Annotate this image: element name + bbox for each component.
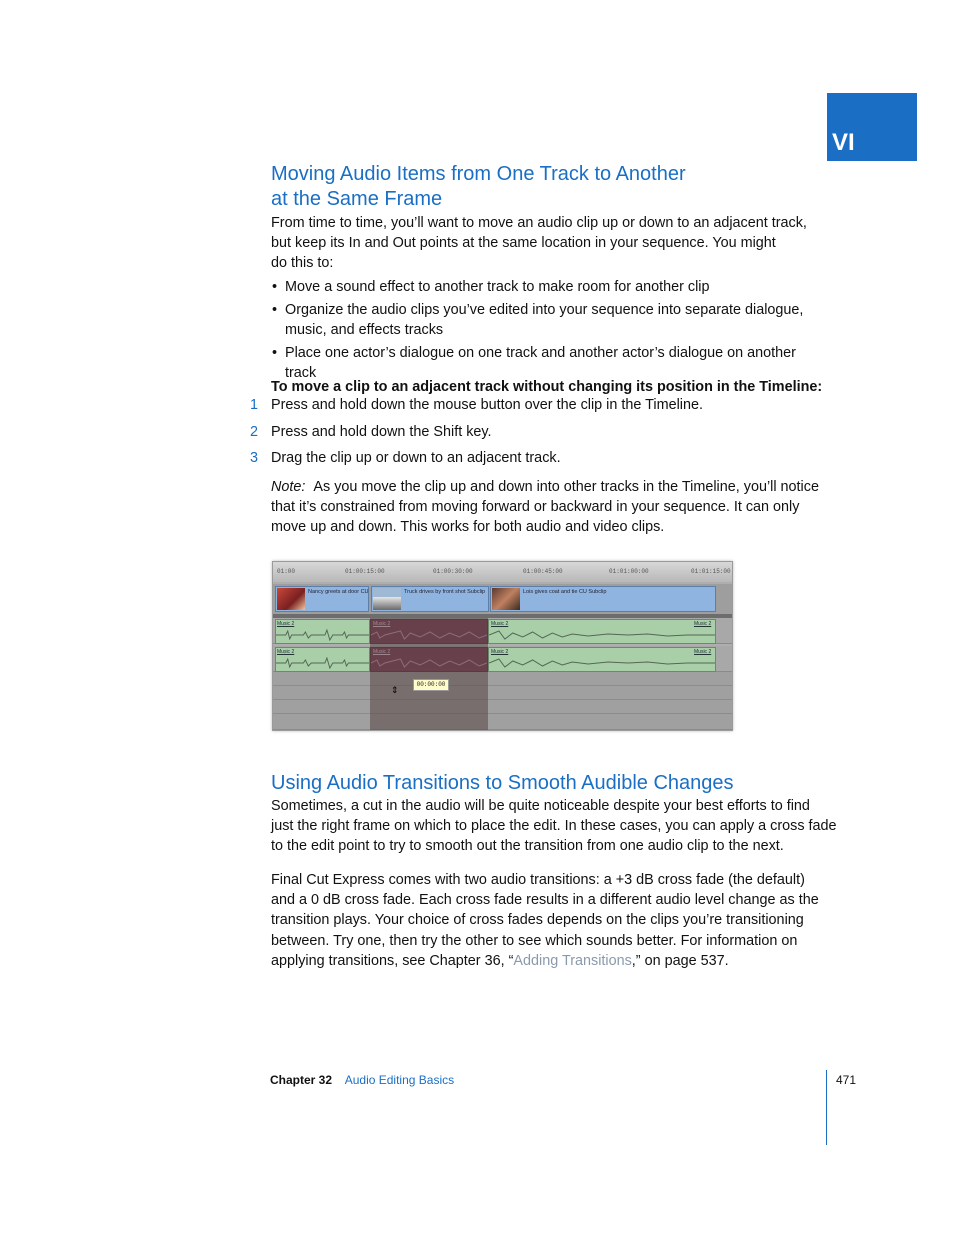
ruler-label: 01:00:30:00	[433, 568, 473, 575]
audio-clip-label: Music 2	[277, 621, 295, 627]
ruler-label: 01:00	[277, 568, 296, 575]
audio-track	[273, 646, 732, 672]
audio-clip	[275, 619, 370, 644]
paragraph-line: to the edit point to try to smooth out the transition from one audio clip to the next.	[271, 838, 784, 855]
paragraph-line: just the right frame on which to place the edit. In these cases, you can apply a cross fade	[271, 818, 837, 835]
video-clip	[371, 586, 489, 612]
timecode-tooltip: 00:00:00	[413, 679, 449, 691]
audio-clip	[488, 647, 716, 672]
part-tab	[827, 93, 917, 161]
paragraph-line: applying transitions, see Chapter 36, “	[271, 952, 514, 969]
section-heading-audio-transitions	[271, 771, 871, 796]
paragraph-line: ,” on page 537.	[631, 952, 729, 969]
page-number: 471	[836, 1073, 857, 1087]
waveform	[489, 657, 715, 669]
step-number: 3	[250, 450, 259, 466]
clip-label: Lois gives coat and tie CU Subclip	[523, 589, 607, 595]
procedure-title: To move a clip to an adjacent track without changing its position in the Timeline:	[271, 379, 823, 395]
bullet-list	[271, 277, 831, 386]
section-heading-moving-audio	[271, 162, 831, 212]
timeline-ruler	[273, 562, 732, 582]
ruler-label: 01:00:15:00	[345, 568, 385, 575]
heading-line-1: Moving Audio Items from One Track to Another	[271, 163, 686, 185]
paragraph-line: between. Try one, then try the other to see which sounds better. For information on	[271, 932, 798, 949]
section-heading: Using Audio Transitions to Smooth Audible Changes	[271, 772, 734, 794]
note-label: Note:	[271, 479, 306, 495]
clip-label: Truck drives by front shot Subclip	[404, 589, 486, 595]
footer-chapter-title: Audio Editing Basics	[344, 1073, 455, 1087]
clip-label: Nancy greets at door CU	[308, 589, 369, 595]
audio-clip-label: Music 2	[694, 621, 712, 627]
empty-track	[273, 686, 732, 700]
part-tab-label: VI	[832, 129, 855, 156]
timeline-screenshot	[272, 561, 733, 731]
adding-transitions-link[interactable]: Adding Transitions	[513, 952, 632, 969]
paragraph	[271, 796, 851, 857]
audio-clip	[275, 647, 370, 672]
audio-track	[273, 618, 732, 644]
paragraph-line: transition plays. Your choice of cross fades depends on the clips you’re transitioning	[271, 912, 804, 929]
list-item: • Organize the audio clips you’ve edited into your sequence into separate dialogue, music, and effects tracks	[271, 300, 815, 340]
clip-thumbnail	[373, 588, 401, 610]
audio-clip-label: Music 2	[491, 621, 509, 627]
audio-clip	[488, 619, 716, 644]
audio-clip-label: Music 2	[491, 649, 509, 655]
clip-thumbnail	[277, 588, 305, 610]
waveform	[276, 657, 369, 669]
paragraph-line: and a 0 dB cross fade. Each cross fade results in a different audio level change as the	[271, 892, 819, 909]
waveform	[489, 629, 715, 641]
intro-line: From time to time, you’ll want to move an audio clip up or down to an adjacent track,	[271, 215, 807, 231]
heading-line-2: at the Same Frame	[271, 188, 443, 210]
intro-line: do this to:	[271, 255, 334, 272]
step-text: Press and hold down the mouse button over the clip in the Timeline.	[271, 397, 703, 413]
intro-paragraph	[271, 213, 841, 274]
ruler-label: 01:01:15:00	[691, 568, 731, 575]
drag-cursor-icon: ⇕	[391, 685, 399, 695]
video-clip	[275, 586, 369, 612]
footer-rule	[826, 1070, 827, 1145]
note-paragraph	[271, 477, 841, 538]
step-text: Drag the clip up or down to an adjacent track.	[271, 450, 561, 466]
intro-line: but keep its In and Out points at the same location in your sequence. You might	[271, 235, 776, 252]
footer	[270, 1073, 454, 1087]
list-item: • Move a sound effect to another track to make room for another clip	[271, 277, 831, 297]
paragraph-line: Final Cut Express comes with two audio transitions: a +3 dB cross fade (the default)	[271, 872, 805, 888]
video-track	[273, 584, 732, 614]
note-line: that it’s constrained from moving forward or backward in your sequence. It can only	[271, 499, 800, 516]
paragraph	[271, 870, 851, 971]
drag-highlight	[370, 618, 488, 730]
clip-thumbnail	[492, 588, 520, 610]
step-number: 2	[250, 424, 259, 440]
video-clip	[490, 586, 716, 612]
ruler-label: 01:01:00:00	[609, 568, 649, 575]
list-item: • Place one actor’s dialogue on one track and another actor’s dialogue on another track	[271, 343, 831, 383]
waveform	[276, 629, 369, 641]
ruler-label: 01:00:45:00	[523, 568, 563, 575]
empty-track	[273, 672, 732, 686]
audio-clip-label: Music 2	[694, 649, 712, 655]
empty-track	[273, 700, 732, 714]
empty-track	[273, 714, 732, 730]
paragraph-line: Sometimes, a cut in the audio will be quite noticeable despite your best efforts to find	[271, 798, 810, 814]
footer-chapter: Chapter 32	[270, 1073, 333, 1087]
note-line: move up and down. This works for both audio and video clips.	[271, 519, 665, 536]
note-line: As you move the clip up and down into other tracks in the Timeline, you’ll notice	[313, 479, 819, 495]
audio-clip-label: Music 2	[277, 649, 295, 655]
step-number: 1	[250, 397, 259, 413]
step-text: Press and hold down the Shift key.	[271, 424, 492, 440]
